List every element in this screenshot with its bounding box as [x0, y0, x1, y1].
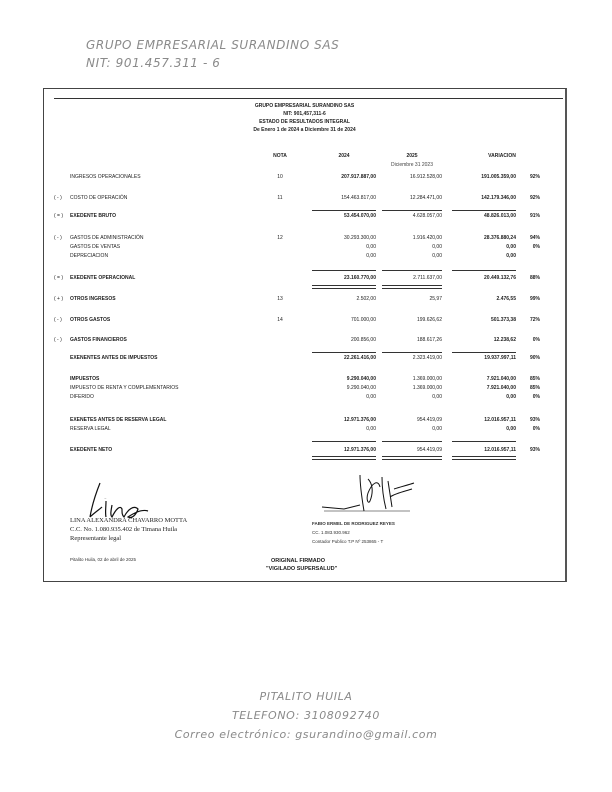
row-variation: 28.376.880,24 [484, 235, 516, 241]
row-variation-pct: 99% [529, 296, 540, 302]
row-variation: 0,00 [506, 253, 516, 259]
row-nota: 14 [277, 317, 283, 323]
row-label: RESERVA LEGAL [70, 426, 111, 432]
row-nota: 11 [277, 195, 283, 201]
row-variation: 48.826.013,00 [484, 213, 516, 219]
row-value-2024: 30.293.300,00 [344, 235, 376, 241]
row-label: GASTOS FINANCIEROS [70, 337, 127, 343]
row-value-2025: 0,00 [432, 394, 442, 400]
row-sign: ( - ) [54, 337, 62, 343]
row-variation-pct: 85% [529, 385, 540, 391]
rule-total [382, 270, 442, 271]
row-variation: 142.179.346,00 [481, 195, 516, 201]
row-value-2024: 9.290.040,00 [346, 385, 376, 391]
row-value-2024: 9.290.040,00 [346, 376, 376, 382]
row-label: DIFERIDO [70, 394, 94, 400]
row-variation: 7.921.040,00 [486, 376, 516, 382]
row-nota: 12 [277, 235, 283, 241]
row-nota: 13 [277, 296, 283, 302]
signer-left-role: Representante legal [70, 535, 122, 542]
row-value-2024: 0,00 [366, 253, 376, 259]
row-value-2025: 0,00 [432, 426, 442, 432]
row-variation: 19.937.997,11 [484, 355, 516, 361]
statement-title: ESTADO DE RESULTADOS INTEGRAL [259, 119, 350, 125]
row-value-2024: 0,00 [366, 244, 376, 250]
row-value-2025: 2.711.637,00 [413, 275, 442, 281]
col-header-variacion: VARIACION [488, 153, 516, 159]
row-label: EXEDENTE NETO [70, 447, 113, 453]
row-variation-pct: 0% [532, 244, 540, 250]
row-value-2024: 154.463.817,00 [341, 195, 376, 201]
row-variation-pct: 0% [532, 394, 540, 400]
row-label: INGRESOS OPERACIONALES [70, 174, 141, 180]
col-header-2024: 2024 [338, 153, 350, 159]
row-value-2025: 12.284.471,00 [410, 195, 442, 201]
row-value-2025: 954.419,09 [416, 447, 442, 453]
row-label: OTROS INGRESOS [70, 296, 116, 302]
rule-total [452, 270, 516, 271]
signer-right-role: Contador Publico T.P Nº 253865 - T [312, 539, 384, 544]
statement-period: De Enero 1 de 2024 a Diciembre 31 de 2024 [253, 127, 356, 133]
row-variation: 191.005.359,00 [481, 174, 516, 180]
row-value-2025: 188.617,26 [416, 337, 442, 343]
row-sign: ( = ) [54, 275, 64, 281]
row-value-2024: 2.502,00 [356, 296, 376, 302]
row-variation-pct: 91% [529, 213, 540, 219]
row-variation: 20.449.132,76 [484, 275, 516, 281]
footer-city: PITALITO HUILA [259, 690, 353, 703]
row-label: EXENENTES ANTES DE IMPUESTOS [70, 355, 158, 361]
row-variation: 2.476,55 [496, 296, 516, 302]
row-variation-pct: 0% [532, 337, 540, 343]
rule-total [382, 352, 442, 353]
footer-email: Correo electrónico: gsurandino@gmail.com [174, 728, 438, 741]
row-variation-pct: 90% [529, 355, 540, 361]
row-variation-pct: 94% [529, 235, 540, 241]
row-variation-pct: 72% [529, 317, 540, 323]
row-value-2025: 1.369.000,00 [412, 385, 442, 391]
row-value-2025: 25,97 [429, 296, 442, 302]
top-rule [54, 98, 563, 99]
letterhead-company: GRUPO EMPRESARIAL SURANDINO SAS [86, 38, 340, 52]
letterhead-nit: NIT: 901.457.311 - 6 [86, 56, 221, 70]
row-value-2024: 23.160.770,00 [344, 275, 376, 281]
row-value-2025: 954.419,09 [416, 417, 442, 423]
signer-left-name: LINA ALEXANDRA CHAVARRO MOTTA [70, 517, 188, 524]
row-value-2025: 1.916.420,00 [412, 235, 442, 241]
row-label: IMPUESTOS [70, 376, 100, 382]
row-value-2024: 53.454.070,00 [344, 213, 376, 219]
row-label: IMPUESTO DE RENTA Y COMPLEMENTARIOS [70, 385, 179, 391]
statement-nit: NIT: 901,457,311-6 [283, 111, 326, 117]
row-variation: 0,00 [506, 244, 516, 250]
rule-total [312, 210, 376, 211]
row-variation: 12.238,62 [493, 337, 516, 343]
row-value-2024: 701.000,00 [350, 317, 376, 323]
sig-lina-text: Lina [104, 499, 107, 500]
row-variation: 0,00 [506, 426, 516, 432]
rule-total [382, 210, 442, 211]
row-value-2024: 12.971.376,00 [344, 447, 376, 453]
row-variation-pct: 92% [529, 195, 540, 201]
row-variation: 0,00 [506, 394, 516, 400]
row-variation: 12.016.957,11 [484, 447, 516, 453]
col-header-nota: NOTA [273, 153, 287, 159]
row-label: EXEDENTE OPERACIONAL [70, 275, 136, 281]
row-variation-pct: 85% [529, 376, 540, 382]
rule-total [312, 441, 376, 442]
row-variation: 501.373,38 [490, 317, 516, 323]
row-variation-pct: 0% [532, 426, 540, 432]
statement-company: GRUPO EMPRESARIAL SURANDINO SAS [254, 103, 355, 109]
row-label: EXENETES ANTES DE RESERVA LEGAL [70, 417, 167, 423]
place-date: Pitalito Huila, 02 de abril de 2025 [70, 557, 137, 562]
row-label: GASTOS DE ADMINISTRACIÓN [70, 235, 144, 241]
row-sign: ( + ) [54, 296, 64, 302]
row-label: GASTOS DE VENTAS [70, 244, 121, 250]
rule-double [382, 285, 442, 289]
row-variation-pct: 93% [529, 417, 540, 423]
row-sign: ( - ) [54, 317, 62, 323]
rule-total [312, 352, 376, 353]
col-header-2025-date: Diciembre 31 2023 [391, 162, 433, 168]
rule-total [382, 441, 442, 442]
signer-right-name: FABIO ERMEL DE RODRIGUEZ REYES [312, 521, 395, 526]
row-value-2025: 2.323.419,00 [412, 355, 442, 361]
rule-total [452, 210, 516, 211]
signer-left-id: C.C. No. 1.080.935.402 de Timana Huila [70, 526, 178, 533]
row-value-2024: 12.971.376,00 [344, 417, 376, 423]
rule-double [312, 456, 376, 460]
original-firmado: ORIGINAL FIRMADO [271, 558, 325, 564]
row-variation: 12.016.957,11 [484, 417, 516, 423]
letterhead [86, 36, 339, 72]
rule-total [452, 352, 516, 353]
row-label: DEPRECIACION [70, 253, 109, 259]
row-variation: 7.921.040,00 [486, 385, 516, 391]
row-value-2024: 0,00 [366, 426, 376, 432]
row-nota: 10 [277, 174, 283, 180]
row-value-2025: 4.628.057,00 [412, 213, 442, 219]
income-statement-sheet [43, 88, 567, 582]
col-header-2025: 2025 [406, 153, 418, 159]
rule-total [312, 270, 376, 271]
footer-phone: TELEFONO: 3108092740 [231, 709, 380, 722]
row-value-2025: 199.626,62 [416, 317, 442, 323]
row-value-2024: 207.917.887,00 [341, 174, 376, 180]
row-value-2024: 200.856,00 [350, 337, 376, 343]
row-value-2025: 0,00 [432, 253, 442, 259]
rule-double [452, 456, 516, 460]
row-value-2025: 16.912.528,00 [410, 174, 442, 180]
row-variation-pct: 93% [529, 447, 540, 453]
row-value-2024: 22.261.416,00 [344, 355, 376, 361]
row-label: COSTO DE OPERACIÓN [70, 195, 128, 201]
row-label: EXEDENTE BRUTO [70, 213, 117, 219]
rule-double [382, 456, 442, 460]
signature-contador [320, 469, 416, 519]
row-sign: ( - ) [54, 235, 62, 241]
row-variation-pct: 88% [529, 275, 540, 281]
row-value-2025: 1.369.000,00 [412, 376, 442, 382]
row-sign: ( - ) [54, 195, 62, 201]
rule-double [312, 285, 376, 289]
row-variation-pct: 92% [529, 174, 540, 180]
row-value-2025: 0,00 [432, 244, 442, 250]
row-label: OTROS GASTOS [70, 317, 111, 323]
row-value-2024: 0,00 [366, 394, 376, 400]
signer-right-id: CC. 1.083.930.962 [312, 530, 350, 535]
vigilado-supersalud: "VIGILADO SUPERSALUD" [266, 566, 338, 572]
row-sign: ( = ) [54, 213, 64, 219]
rule-total [452, 441, 516, 442]
